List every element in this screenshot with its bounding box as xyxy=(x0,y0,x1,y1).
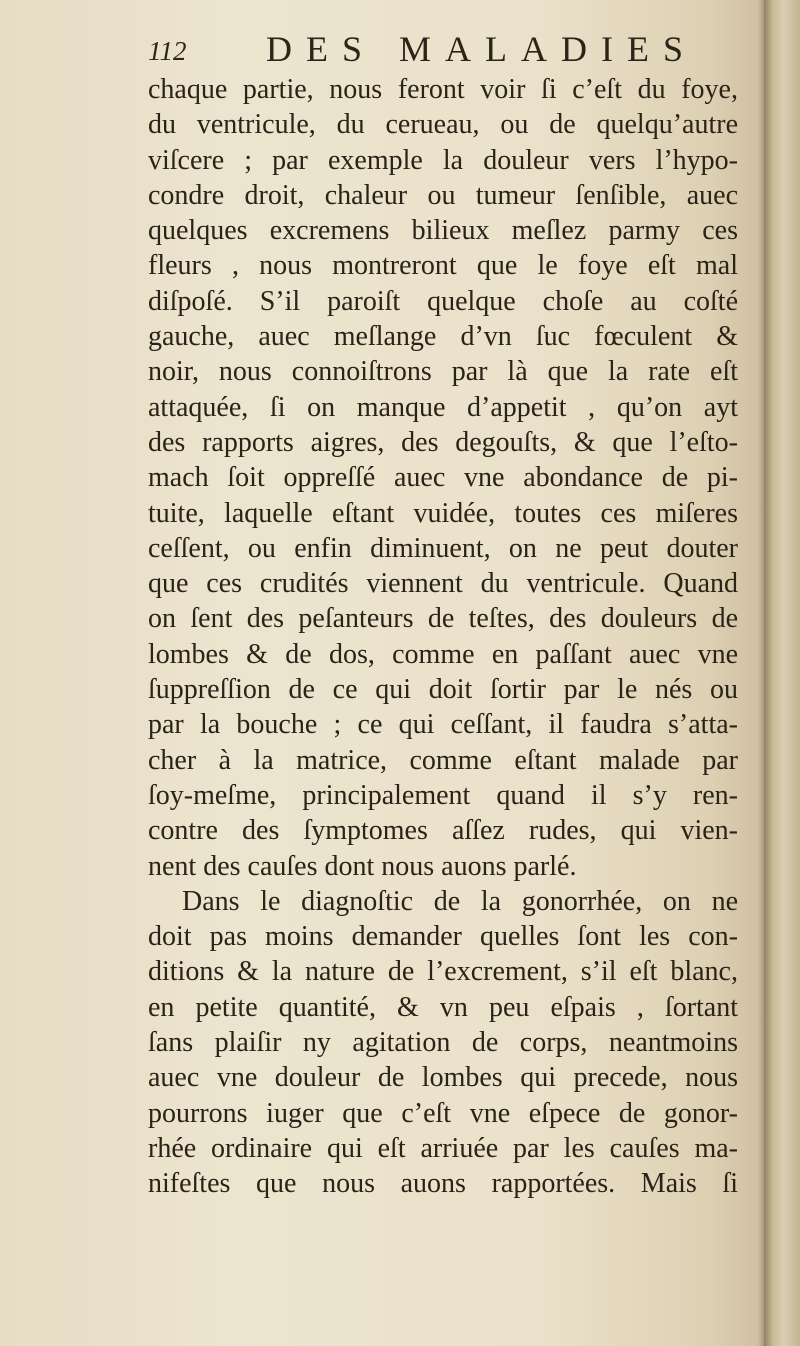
body-text xyxy=(148,72,738,1202)
text-line: ceſſent, ou enfin diminuent, on ne peut douter xyxy=(148,532,738,564)
text-line: par la bouche ; ce qui ceſſant, il faudra s’atta- xyxy=(148,709,738,741)
text-line: diſpoſé. S’il paroiſt quelque choſe au coſté xyxy=(148,285,738,317)
text-line: fleurs , nous montreront que le foye eſt mal xyxy=(148,250,738,282)
text-line: lombes & de dos, comme en paſſant auec vne xyxy=(148,638,738,670)
running-title: DES MALADIES xyxy=(266,29,698,69)
text-line: auec vne douleur de lombes qui precede, nous xyxy=(148,1062,738,1094)
text-line: mach ſoit oppreſſé auec vne abondance de pi- xyxy=(148,462,738,494)
text-line: cher à la matrice, comme eſtant malade par xyxy=(148,744,738,776)
text-line: rhée ordinaire qui eſt arriuée par les cauſes ma- xyxy=(148,1132,738,1164)
text-line: contre des ſymptomes aſſez rudes, qui vien- xyxy=(148,815,738,847)
text-line: noir, nous connoiſtrons par là que la rate eſt xyxy=(148,356,738,388)
book-binding-edge xyxy=(764,0,800,1346)
text-line: doit pas moins demander quelles ſont les con- xyxy=(148,921,738,953)
text-line: ſoy-meſme, principalement quand il s’y ren- xyxy=(148,779,738,811)
text-line: attaquée, ſi on manque d’appetit , qu’on ayt xyxy=(148,391,738,423)
text-line: viſcere ; par exemple la douleur vers l’hypo- xyxy=(148,144,738,176)
text-line: on ſent des peſanteurs de teſtes, des douleurs de xyxy=(148,603,738,635)
text-line: nifeſtes que nous auons rapportées. Mais ſi xyxy=(148,1168,738,1200)
paragraph-first-line: Dans le diagnoſtic de la gonorrhée, on ne xyxy=(182,885,738,917)
text-line: que ces crudités viennent du ventricule. Quand xyxy=(148,568,738,600)
text-line: ſuppreſſion de ce qui doit ſortir par le nés ou xyxy=(148,674,738,706)
text-line: gauche, auec meſlange d’vn ſuc fœculent & xyxy=(148,321,738,353)
text-line: nent des cauſes dont nous auons parlé. xyxy=(148,850,577,882)
text-line: pourrons iuger que c’eſt vne eſpece de gonor- xyxy=(148,1097,738,1129)
text-line: du ventricule, du cerueau, ou de quelqu’autre xyxy=(148,109,738,141)
text-line: des rapports aigres, des degouſts, & que l’eſto- xyxy=(148,426,738,458)
text-line: ſans plaiſir ny agitation de corps, neantmoins xyxy=(148,1027,738,1059)
page-number: 112 xyxy=(148,36,187,66)
text-line: chaque partie, nous feront voir ſi c’eſt du foye, xyxy=(148,74,738,105)
page-header xyxy=(148,22,748,72)
text-line: en petite quantité, & vn peu eſpais , ſortant xyxy=(148,991,738,1023)
text-line: condre droit, chaleur ou tumeur ſenſible, auec xyxy=(148,179,738,211)
text-line: quelques excremens bilieux meſlez parmy ces xyxy=(148,215,738,247)
text-line: tuite, laquelle eſtant vuidée, toutes ces miſeres xyxy=(148,497,738,529)
text-line: ditions & la nature de l’excrement, s’il eſt blanc, xyxy=(148,956,738,988)
